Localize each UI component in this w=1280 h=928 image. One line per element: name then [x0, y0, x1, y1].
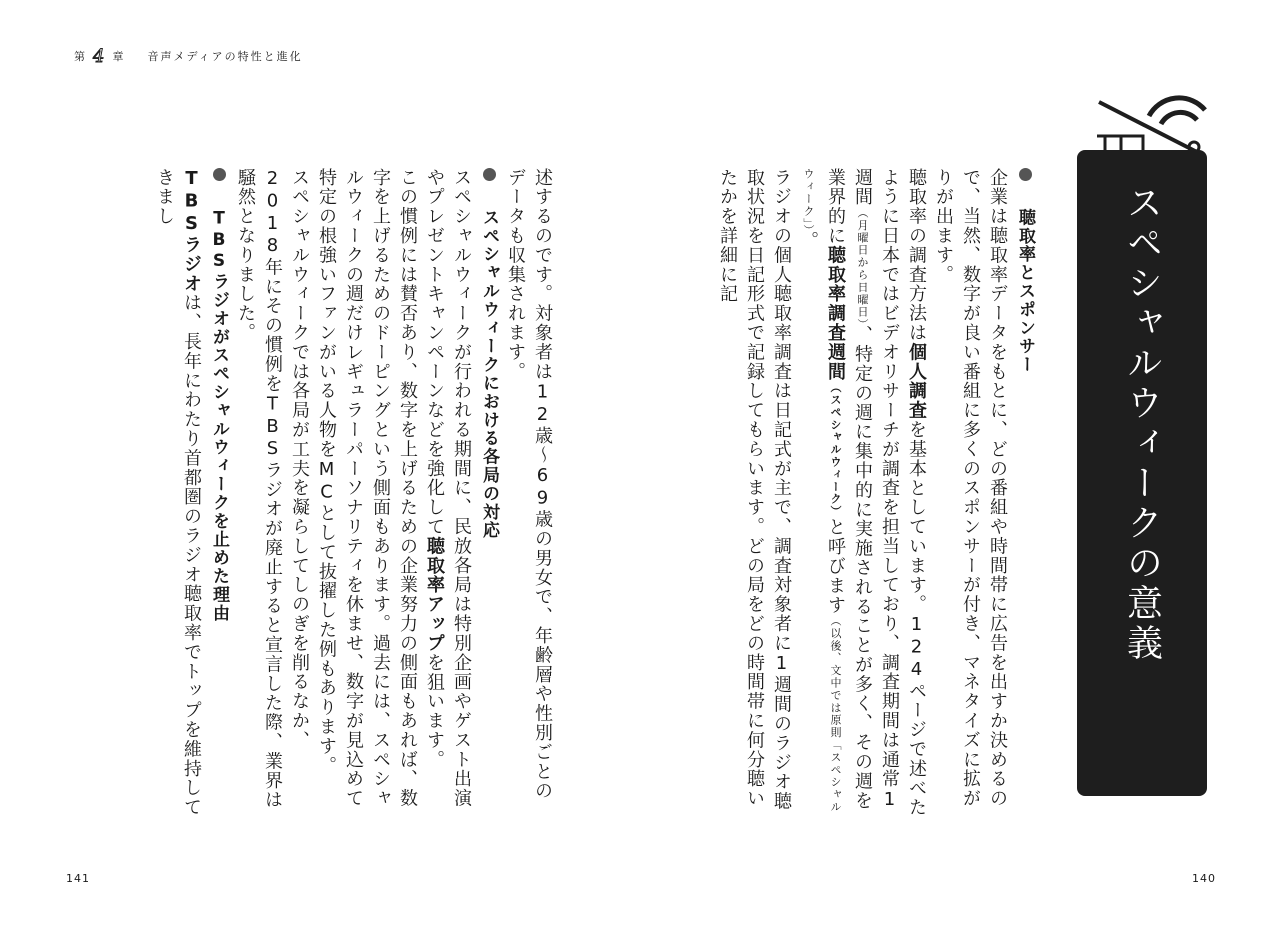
paragraph: 聴取率の調査方法は個人調査を基本としています。124ページで述べたように日本ではビデオリサーチが調査を担当しており、調査期間は通常1週間（月曜日から日曜日）、特定の週に集中的に実施されることが多く、その週を業界的に聴取率調査週間（スペシャルウィーク）と呼びます（以後、文中では原則「スペシャルウィーク」）。 — [798, 168, 927, 818]
paragraph: この慣例には賛否あり、数字を上げるための企業努力の側面もあれば、数字を上げるためのドーピングという側面もあります。過去には、スペシャルウィークの週だけレギュラーパーソナリティを休ませ、数字が見込めて特定の根強いファンがいる人物をMCとして抜擢した例もあります。 — [316, 168, 418, 809]
bullet-icon — [213, 168, 226, 181]
chapter-suffix: 章 — [112, 50, 126, 63]
heading-special-week-response: スペシャルウィークにおける各局の対応 — [475, 168, 502, 818]
bullet-icon — [1019, 168, 1032, 181]
left-page-body — [66, 168, 556, 818]
right-page-body — [717, 168, 1038, 818]
radio-antenna-icon — [1097, 88, 1207, 158]
section-title: スペシャルウィークの意義 — [1121, 184, 1163, 664]
page-number-left: 141 — [66, 872, 90, 885]
heading-listening-rate: 聴取率とスポンサー — [1011, 168, 1038, 818]
bullet-icon — [483, 168, 496, 181]
heading-tbs-radio: TBSラジオがスペシャルウィークを止めた理由 — [205, 168, 232, 818]
running-header — [74, 45, 303, 67]
paragraph: ラジオの個人聴取率調査は日記式が主で、調査対象者に1週間のラジオ聴取状況を日記形式で記録してもらいます。どの局をどの時間帯に何分聴いたかを詳細に記 — [717, 168, 792, 812]
chapter-prefix: 第 — [74, 50, 87, 63]
paragraph: 企業は聴取率データをもとに、どの番組や時間帯に広告を出すか決めるので、当然、数字が良い番組に多くのスポンサーが付き、マネタイズに拡がりが出ます。 — [933, 168, 1008, 809]
chapter-title: 音声メディアの特性と進化 — [147, 50, 303, 63]
page-number-right: 140 — [1192, 872, 1216, 885]
paragraph: 述するのです。対象者は12歳〜69歳の男女で、年齢層や性別ごとのデータも収集されます。 — [505, 168, 553, 801]
paragraph: スペシャルウィークでは各局が工夫を凝らしてしのぎを削るなか、2018年にその慣例をTBSラジオが廃止すると宣言した際、業界は騒然となりました。 — [235, 168, 310, 810]
paragraph: TBSラジオは、長年にわたり首都圏のラジオ聴取率でトップを維持してきまし — [154, 168, 202, 818]
section-title-banner — [1077, 150, 1207, 796]
paragraph: スペシャルウィークが行われる期間に、民放各局は特別企画やゲスト出演やプレゼントキャンペーンなどを強化して聴取率アップを狙います。 — [424, 168, 472, 809]
chapter-number: 4 — [93, 45, 107, 67]
